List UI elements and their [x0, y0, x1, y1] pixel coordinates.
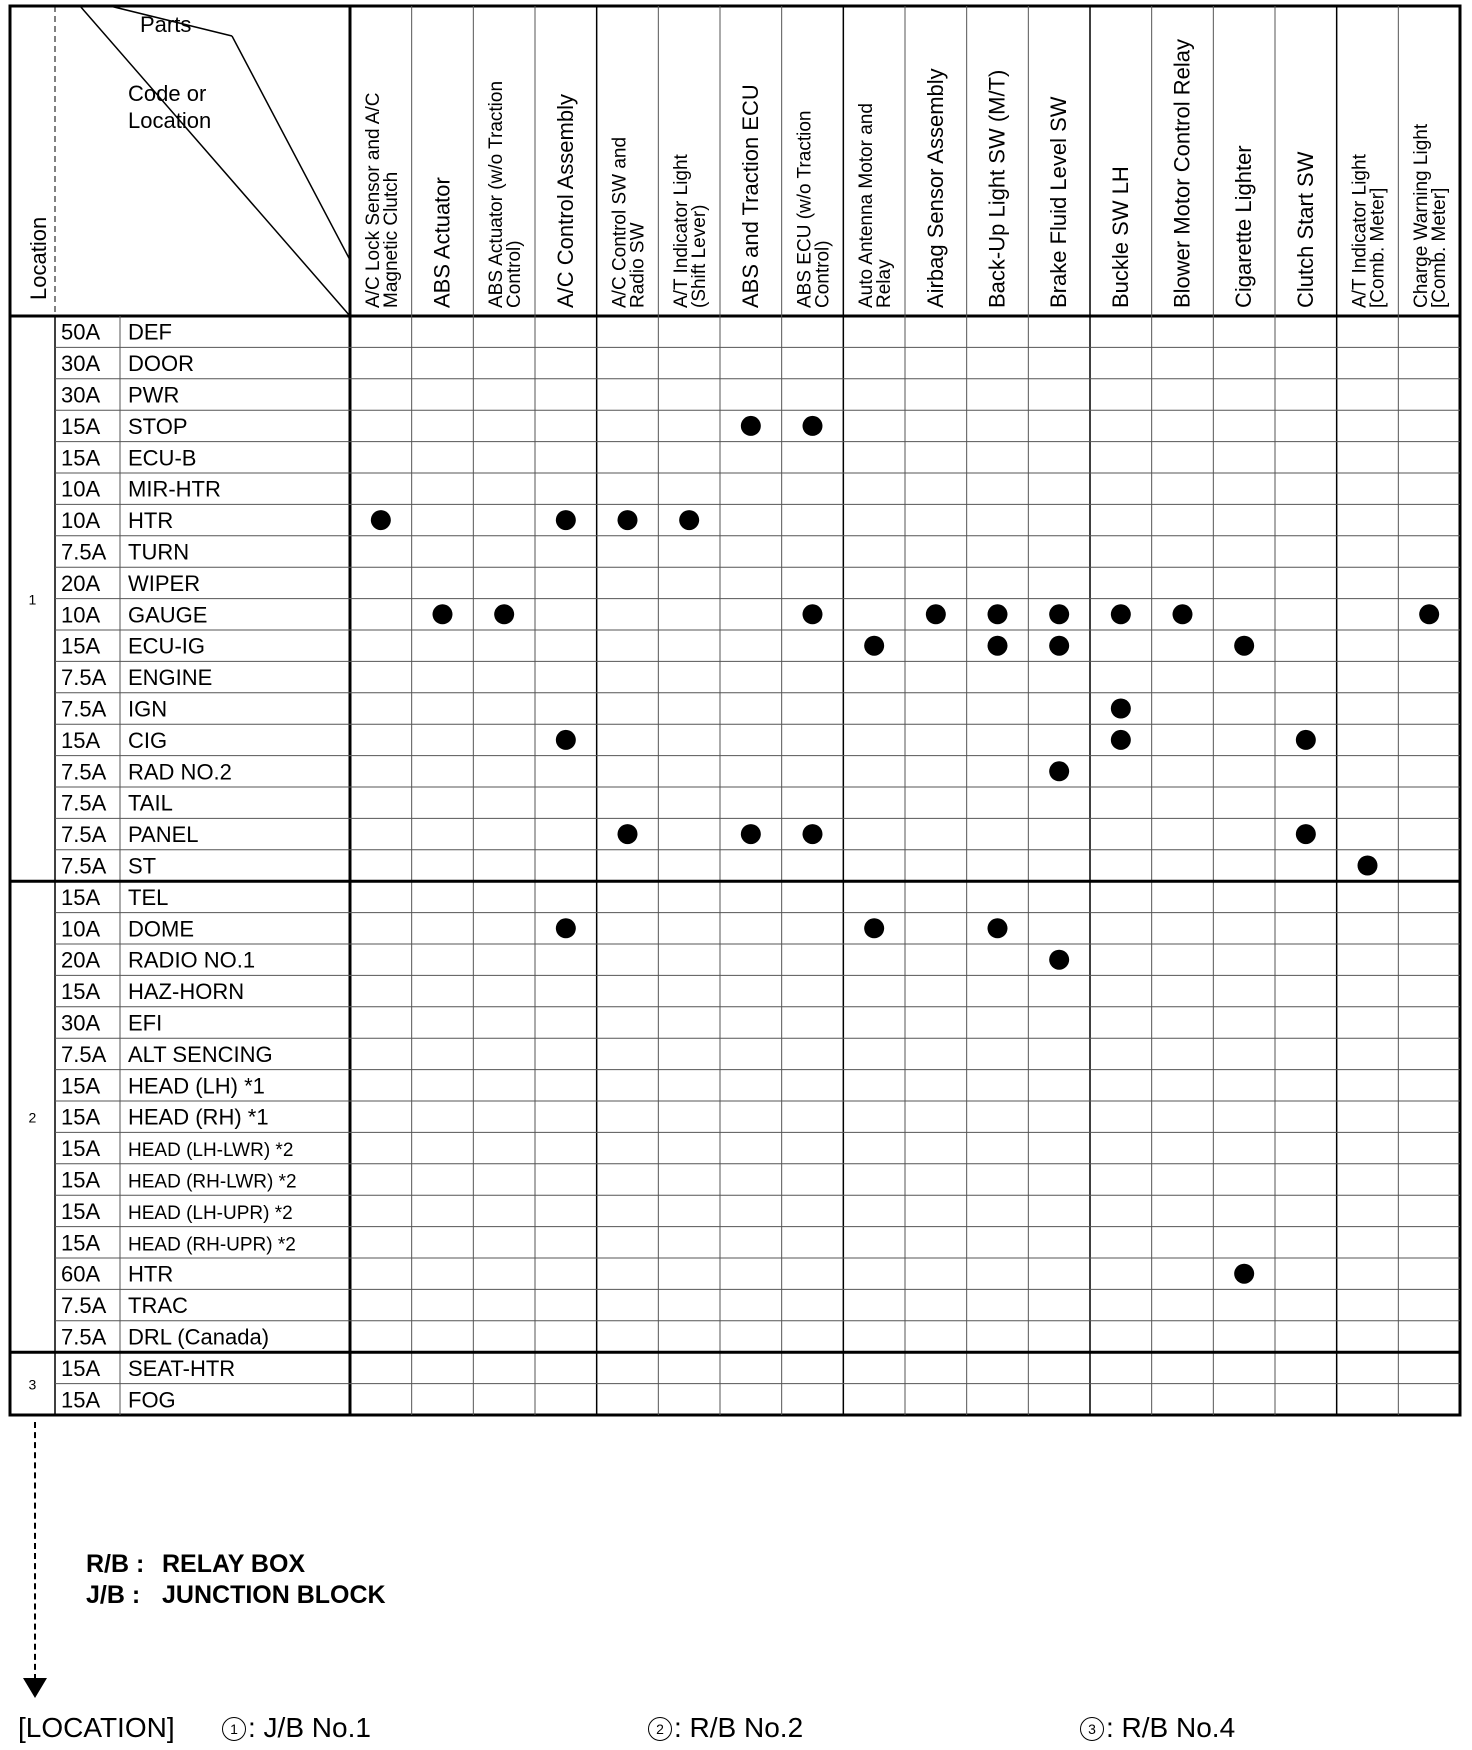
- fuse-name: PANEL: [128, 822, 199, 848]
- legend-junction-block: [86, 1581, 386, 1610]
- fuse-name: FOG: [128, 1387, 176, 1413]
- fuse-amperage: 7.5A: [61, 696, 107, 722]
- part-column-header: ABS Actuator (w/o Traction: [486, 80, 508, 308]
- part-column-header: Auto Antenna Motor and: [856, 103, 878, 308]
- fuse-name: HAZ-HORN: [128, 979, 245, 1005]
- fuse-name: DOME: [128, 916, 194, 942]
- part-column-header: Airbag Sensor Assembly: [922, 68, 948, 308]
- legend-rb-value: RELAY BOX: [162, 1550, 306, 1578]
- part-column-header: ABS Actuator: [429, 177, 455, 308]
- fuse-name: DOOR: [128, 351, 194, 377]
- connection-dot: [864, 918, 884, 938]
- legend-jb-value: JUNCTION BLOCK: [162, 1581, 386, 1609]
- part-column-header: A/C Control SW and: [609, 136, 631, 308]
- part-column-header: Magnetic Clutch: [380, 171, 402, 308]
- connection-dot: [926, 604, 946, 624]
- header-diagonal: [80, 6, 350, 316]
- fuse-amperage: 15A: [61, 413, 101, 439]
- fuse-amperage: 10A: [61, 602, 101, 628]
- circled-number-icon: 2: [648, 1717, 672, 1741]
- part-column-header: Buckle SW LH: [1107, 166, 1133, 308]
- part-column-header: A/C Control Assembly: [552, 94, 578, 308]
- location-title: [LOCATION]: [18, 1712, 175, 1743]
- fuse-amperage: 7.5A: [61, 853, 107, 879]
- fuse-name: WIPER: [128, 570, 201, 596]
- part-column-header: A/C Lock Sensor and A/C: [362, 92, 384, 308]
- connection-dot: [618, 510, 638, 530]
- connection-dot: [1358, 856, 1378, 876]
- connection-dot: [371, 510, 391, 530]
- fuse-name: HEAD (LH) *1: [128, 1073, 265, 1099]
- part-column-header: ABS ECU (w/o Traction: [794, 110, 816, 308]
- connection-dot: [1234, 636, 1254, 656]
- connection-dot: [556, 730, 576, 750]
- fuse-amperage: 30A: [61, 1010, 101, 1036]
- legend-jb-key: J/B :: [86, 1581, 141, 1609]
- fuse-name: ALT SENCING: [128, 1041, 273, 1067]
- fuse-amperage: 15A: [61, 1073, 101, 1099]
- part-column-header: Relay: [874, 259, 896, 308]
- fuse-name: DEF: [128, 319, 172, 345]
- connection-dot: [1296, 824, 1316, 844]
- fuse-amperage: 7.5A: [61, 1293, 107, 1319]
- fuse-amperage: 7.5A: [61, 539, 107, 565]
- fuse-amperage: 20A: [61, 947, 101, 973]
- fuse-amperage: 15A: [61, 1104, 101, 1130]
- part-column-header: [Comb. Meter]: [1367, 187, 1389, 308]
- part-column-header: [Comb. Meter]: [1429, 187, 1451, 308]
- fuse-amperage: 15A: [61, 1230, 101, 1256]
- fuse-amperage: 20A: [61, 570, 101, 596]
- connection-dot: [1111, 604, 1131, 624]
- connection-dot: [741, 824, 761, 844]
- fuse-amperage: 15A: [61, 884, 101, 910]
- fuse-name: CIG: [128, 727, 168, 753]
- connection-dot: [433, 604, 453, 624]
- location-group-label: 3: [28, 1376, 37, 1393]
- part-column-header: Cigarette Lighter: [1231, 145, 1257, 308]
- part-column-header: Blower Motor Control Relay: [1169, 39, 1195, 308]
- fuse-amperage: 15A: [61, 1167, 101, 1193]
- connection-dot: [741, 416, 761, 436]
- part-column-header: Control): [504, 240, 526, 308]
- fuse-name: HEAD (RH-UPR) *2: [128, 1234, 296, 1256]
- fuse-name: PWR: [128, 382, 180, 408]
- fuse-name: HTR: [128, 508, 174, 534]
- fuse-name: ST: [128, 853, 157, 879]
- parts-header-label: Parts: [140, 12, 192, 37]
- connection-dot: [556, 918, 576, 938]
- fuse-amperage: 10A: [61, 476, 101, 502]
- part-column-header: Charge Warning Light: [1411, 123, 1433, 308]
- fuse-amperage: 15A: [61, 1355, 101, 1381]
- connection-dot: [803, 604, 823, 624]
- connection-dot: [988, 636, 1008, 656]
- connection-dot: [1111, 730, 1131, 750]
- fuse-name: TURN: [128, 539, 190, 565]
- fuse-name: MIR-HTR: [128, 476, 221, 502]
- fuse-amperage: 7.5A: [61, 822, 107, 848]
- fuse-amperage: 15A: [61, 1198, 101, 1224]
- circled-number-icon: 3: [1080, 1717, 1104, 1741]
- connection-dot: [679, 510, 699, 530]
- part-column-header: A/T Indicator Light: [671, 154, 693, 308]
- fuse-name: HTR: [128, 1261, 174, 1287]
- fuse-amperage: 15A: [61, 633, 101, 659]
- connection-dot: [494, 604, 514, 624]
- code-header-label: Location: [128, 108, 212, 133]
- part-column-header: Control): [812, 240, 834, 308]
- location-leader-line: [34, 1422, 36, 1680]
- fuse-name: HEAD (LH-UPR) *2: [128, 1202, 293, 1224]
- parts-leader-line: [232, 36, 350, 260]
- location-item-text: : J/B No.1: [248, 1712, 371, 1743]
- fuse-name: ECU-IG: [128, 633, 205, 659]
- connection-dot: [803, 824, 823, 844]
- part-column-header: ABS and Traction ECU: [737, 84, 763, 308]
- fuse-name: GAUGE: [128, 602, 208, 628]
- fuse-amperage: 7.5A: [61, 759, 107, 785]
- location-item-text: : R/B No.2: [674, 1712, 804, 1743]
- fuse-name: RAD NO.2: [128, 759, 232, 785]
- fuse-amperage: 7.5A: [61, 790, 107, 816]
- connection-dot: [1049, 604, 1069, 624]
- part-column-header: (Shift Lever): [689, 204, 711, 308]
- part-column-header: Back-Up Light SW (M/T): [984, 69, 1010, 308]
- fuse-name: TRAC: [128, 1293, 188, 1319]
- fuse-amperage: 15A: [61, 445, 101, 471]
- location-item-1: [222, 1712, 371, 1744]
- connection-dot: [1049, 636, 1069, 656]
- connection-dot: [618, 824, 638, 844]
- connection-dot: [1111, 699, 1131, 719]
- location-group-label: 2: [28, 1109, 37, 1126]
- fuse-amperage: 7.5A: [61, 1041, 107, 1067]
- fuse-name: HEAD (RH-LWR) *2: [128, 1171, 297, 1193]
- location-item-text: : R/B No.4: [1106, 1712, 1236, 1743]
- fuse-amperage: 30A: [61, 351, 101, 377]
- fuse-name: RADIO NO.1: [128, 947, 256, 973]
- circled-number-icon: 1: [222, 1717, 246, 1741]
- location-item-2: [648, 1712, 803, 1744]
- fuse-name: DRL (Canada): [128, 1324, 270, 1350]
- fuse-name: STOP: [128, 413, 188, 439]
- connection-dot: [988, 604, 1008, 624]
- fuse-name: SEAT-HTR: [128, 1355, 236, 1381]
- fuse-name: HEAD (RH) *1: [128, 1104, 269, 1130]
- fuse-name: EFI: [128, 1010, 163, 1036]
- fuse-amperage: 15A: [61, 1387, 101, 1413]
- connection-dot: [1049, 761, 1069, 781]
- fuse-amperage: 15A: [61, 1136, 101, 1162]
- fuse-name: TEL: [128, 884, 169, 910]
- location-header-label: Location: [26, 216, 51, 300]
- fuse-amperage: 60A: [61, 1261, 101, 1287]
- connection-dot: [803, 416, 823, 436]
- part-column-header: A/T Indicator Light: [1349, 154, 1371, 308]
- fuse-amperage: 7.5A: [61, 1324, 107, 1350]
- fuse-amperage: 50A: [61, 319, 101, 345]
- fuse-name: TAIL: [128, 790, 173, 816]
- connection-dot: [1419, 604, 1439, 624]
- connection-dot: [864, 636, 884, 656]
- fuse-amperage: 15A: [61, 727, 101, 753]
- code-header-label: Code or: [128, 81, 207, 106]
- legend-relay-box: [86, 1550, 305, 1579]
- fuse-name: HEAD (LH-LWR) *2: [128, 1140, 294, 1162]
- part-column-header: Brake Fluid Level SW: [1046, 96, 1072, 308]
- connection-dot: [1173, 604, 1193, 624]
- legend-rb-key: R/B :: [86, 1550, 145, 1578]
- fuse-amperage: 10A: [61, 916, 101, 942]
- fuse-amperage: 15A: [61, 979, 101, 1005]
- connection-dot: [1234, 1264, 1254, 1284]
- fuse-name: ECU-B: [128, 445, 197, 471]
- connection-dot: [1049, 950, 1069, 970]
- connection-dot: [556, 510, 576, 530]
- fuse-amperage: 10A: [61, 508, 101, 534]
- connection-dot: [1296, 730, 1316, 750]
- fuse-name: ENGINE: [128, 665, 213, 691]
- location-group-label: 1: [28, 591, 37, 608]
- connection-dot: [988, 918, 1008, 938]
- fuse-name: IGN: [128, 696, 168, 722]
- location-item-3: [1080, 1712, 1235, 1744]
- fuse-amperage: 7.5A: [61, 665, 107, 691]
- fuse-amperage: 30A: [61, 382, 101, 408]
- part-column-header: Clutch Start SW: [1292, 151, 1318, 308]
- arrow-down-icon: [23, 1678, 47, 1698]
- part-column-header: Radio SW: [627, 222, 649, 308]
